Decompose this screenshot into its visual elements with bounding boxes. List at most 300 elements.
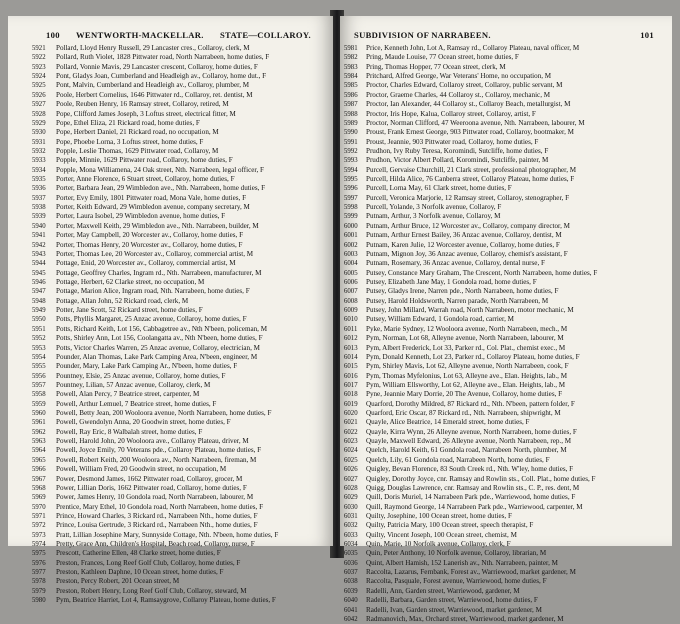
elector-entry: [32, 44, 328, 53]
elector-number: 5942: [32, 241, 46, 249]
elector-details: Pym, Thomas Myfelonius, Lot 63, Alleyne ave., Elan. Heights, lab., M: [366, 371, 568, 380]
elector-details: Pym, Donald Kenneth, Lot 23, Parker rd., Collaroy Plateau, home duties, F: [366, 352, 580, 361]
elector-entry: [344, 409, 670, 418]
elector-entry: [344, 606, 670, 615]
elector-entry: [344, 128, 670, 137]
elector-details: Power, Lillian Doris, 1662 Pittwater road, Collaroy, home duties, F: [56, 483, 247, 492]
elector-details: Price, Kenneth John, Lot A, Ramsay rd., Collaroy Plateau, naval officer, M: [366, 44, 580, 52]
right-page: [340, 16, 672, 623]
elector-number: 5932: [32, 147, 46, 155]
elector-details: Quilty, Patricia Mary, 100 Ocean street, speech therapist, F: [366, 521, 534, 530]
elector-number: 5953: [32, 344, 46, 352]
elector-details: Porter, Barbara Jean, 29 Wimbledon ave., Nth. Narrabeen, home duties, F: [56, 184, 266, 193]
elector-number: 5998: [344, 204, 358, 212]
elector-number: 6036: [344, 559, 358, 567]
elector-details: Preston, Kathleen Daphne, 10 Ocean street, home duties, F: [56, 568, 224, 577]
elector-entry: [32, 91, 328, 100]
elector-entry: [32, 315, 328, 324]
elector-details: Pope, Phoebe Lorna, 3 Loftus street, home duties, F: [56, 137, 204, 146]
elector-details: Radelli, Barbara, Garden street, Warriewood, home duties, F: [366, 596, 538, 605]
elector-details: Radelli, Ann, Garden street, Warriewood, gardener, M: [366, 586, 520, 595]
elector-details: Powell, Robert Keith, 200 Wooloora av., North Narrabeen, fireman, M: [56, 455, 257, 464]
left-page: [8, 16, 333, 605]
elector-details: Preston, Frances, Long Reef Golf Club, Collaroy, home duties, F: [56, 558, 241, 567]
elector-number: 5947: [32, 288, 46, 296]
elector-entry: [32, 259, 328, 268]
elector-details: Putnam, Arthur, 3 Norfolk avenue, Collaroy, M: [366, 212, 501, 221]
elector-details: Proctor, Graeme Charles, 44 Collaroy st., Collaroy, mechanic, M: [366, 90, 551, 99]
elector-number: 6033: [344, 531, 358, 539]
elector-number: 5965: [32, 456, 46, 464]
elector-number: 5952: [32, 335, 46, 343]
elector-details: Pollard, Lloyd Henry Russell, 29 Lancaster cres., Collaroy, clerk, M: [56, 44, 250, 52]
elector-entry: [32, 362, 328, 371]
elector-entry: [344, 587, 670, 596]
elector-number: 6013: [344, 344, 358, 352]
elector-number: 5984: [344, 73, 358, 81]
elector-number: 6018: [344, 391, 358, 399]
elector-details: Putnam, Arthur Bruce, 12 Worcester av., Collaroy, company director, M: [366, 221, 570, 230]
elector-number: 5969: [32, 494, 46, 502]
elector-entry: [32, 156, 328, 165]
elector-details: Pope, Ethel Eliza, 21 Rickard road, home duties, F: [56, 118, 200, 127]
elector-details: Putnam, Karen Julie, 12 Worcester avenue, Collaroy, home duties, F: [366, 240, 560, 249]
elector-number: 5936: [32, 185, 46, 193]
elector-number: 6041: [344, 606, 358, 614]
elector-entry: [344, 577, 670, 586]
elector-number: 6006: [344, 278, 358, 286]
elector-number: 5944: [32, 260, 46, 268]
elector-number: 6042: [344, 615, 358, 623]
elector-number: 5995: [344, 176, 358, 184]
elector-entry: [344, 531, 670, 540]
elector-number: 5934: [32, 166, 46, 174]
elector-entry: [344, 184, 670, 193]
elector-details: Raccolta, Pasquale, Forest avenue, Warriewood, home duties, F: [366, 577, 547, 586]
elector-entry: [344, 44, 670, 53]
elector-details: Porter, Thomas Lee, 20 Worcester av., Collaroy, commercial artist, M: [56, 249, 254, 258]
left-entry-list: [32, 44, 328, 606]
elector-number: 5988: [344, 110, 358, 118]
elector-details: Quin, Marie, 10 Norfolk avenue, Collaroy, clerk, F: [366, 540, 511, 549]
elector-details: Pyne, Jeannie Mary Dorrie, 20 The Avenue, Collaroy, home duties, F: [366, 390, 563, 399]
elector-number: 5978: [32, 578, 46, 586]
elector-details: Prince, Howard Charles, 3 Rickard rd., Narrabeen Nth., home duties, F: [56, 511, 258, 520]
elector-details: Putsey, Harold Holdsworth, Narren parade, North Narrabeen, M: [366, 296, 549, 305]
elector-details: Proctor, Ian Alexander, 44 Collaroy st., Collaroy Beach, metallurgist, M: [366, 100, 571, 109]
elector-entry: [344, 362, 670, 371]
elector-number: 5948: [32, 297, 46, 305]
elector-details: Potter, Jane Scott, 52 Rickard street, home duties, F: [56, 306, 203, 315]
elector-details: Purcell, Yolande, 3 Norfolk avenue, Collaroy, F: [366, 203, 502, 212]
elector-number: 5956: [32, 372, 46, 380]
elector-entry: [32, 503, 328, 512]
elector-number: 5938: [32, 204, 46, 212]
elector-details: Powell, Gwendolyn Anna, 20 Goodwin street, home duties, F: [56, 418, 231, 427]
elector-details: Quill, Doris Muriel, 14 Narrabeen Park pde., Warriewood, home duties, F: [366, 493, 576, 502]
elector-details: Porter, Thomas Henry, 20 Worcester av., Collaroy, home duties, F: [56, 240, 243, 249]
elector-details: Pring, Thomas Hopper, 77 Ocean street, clerk, M: [366, 62, 506, 71]
elector-details: Quarford, Dorothy Mildred, 87 Rickard rd., Nth. N'been, pattern folder, F: [366, 399, 575, 408]
elector-entry: [344, 81, 670, 90]
elector-details: Powell, Betty Jean, 200 Wooloora avenue, North Narrabeen, home duties, F: [56, 409, 272, 418]
elector-number: 5941: [32, 232, 46, 240]
elector-details: Powell, Joyce Emily, 70 Veterans pde., Collaroy Plateau, home duties, F: [56, 446, 262, 455]
elector-details: Pounder, Mary, Lake Park Camping Ar., N'been, home duties, F: [56, 362, 238, 371]
elector-entry: [344, 278, 670, 287]
elector-number: 5959: [32, 400, 46, 408]
elector-details: Prince, Louisa Gertrude, 3 Rickard rd., Narrabeen Nth., home duties, F: [56, 521, 258, 530]
elector-entry: [32, 81, 328, 90]
elector-details: Quilty, Josephine, 100 Ocean street, home duties, F: [366, 511, 512, 520]
elector-details: Pym, Norman, Lot 68, Alleyne avenue, North Narrabeen, labourer, M: [366, 334, 564, 343]
elector-details: Popple, Mona Williamena, 24 Oak street, Nth. Narrabeen, legal officer, F: [56, 165, 264, 174]
elector-entry: [32, 110, 328, 119]
elector-entry: [344, 549, 670, 558]
elector-details: Purcell, Lorna May, 61 Clark street, home duties, F: [366, 184, 512, 193]
elector-entry: [32, 400, 328, 409]
elector-number: 6039: [344, 587, 358, 595]
elector-entry: [344, 306, 670, 315]
left-page-number: 100: [46, 30, 60, 40]
elector-number: 6005: [344, 269, 358, 277]
elector-number: 5963: [32, 438, 46, 446]
elector-details: Prescott, Catherine Ellen, 48 Clarke street, home duties, F: [56, 549, 221, 558]
elector-details: Purcell, Gervaise Churchill, 21 Clark street, professional photographer, M: [366, 165, 577, 174]
elector-entry: [32, 100, 328, 109]
elector-number: 5922: [32, 54, 46, 62]
elector-number: 5990: [344, 129, 358, 137]
elector-entry: [344, 540, 670, 549]
elector-details: Poole, Reuben Henry, 16 Ramsay street, Collaroy, retired, M: [56, 100, 229, 109]
elector-entry: [344, 512, 670, 521]
elector-details: Power, James Henry, 10 Gondola road, North Narrabeen, labourer, M: [56, 493, 254, 502]
elector-entry: [32, 128, 328, 137]
elector-entry: [344, 400, 670, 409]
elector-number: 5939: [32, 213, 46, 221]
elector-entry: [32, 53, 328, 62]
elector-number: 6035: [344, 550, 358, 558]
elector-number: 6027: [344, 475, 358, 483]
elector-number: 6021: [344, 419, 358, 427]
elector-details: Potts, Shirley Ann, Lot 156, Coolangatta av., Nth N'been, home duties, F: [56, 334, 263, 343]
elector-details: Radmanovich, Max, Orchard street, Warriewood, market gardener, M: [366, 614, 564, 623]
elector-number: 6019: [344, 400, 358, 408]
elector-details: Pounder, Alan Thomas, Lake Park Camping Area, N'been, engineer, M: [56, 352, 258, 361]
elector-entry: [32, 540, 328, 549]
elector-details: Quigley, Bevan Florence, 83 South Creek rd., Nth. W'ley, home duties, F: [366, 465, 574, 474]
elector-details: Quint, Albert Hamish, 152 Lanerish av., Nth. Narrabeen, painter, M: [366, 558, 558, 567]
elector-details: Prentice, Mary Ethel, 10 Gondola road, North Narrabeen, home duties, F: [56, 502, 264, 511]
elector-entry: [344, 63, 670, 72]
elector-entry: [32, 63, 328, 72]
elector-number: 6024: [344, 447, 358, 455]
elector-details: Putnam, Arthur Ernest Bailey, 36 Anzac avenue, Collaroy, dentist, M: [366, 231, 562, 240]
elector-number: 5960: [32, 410, 46, 418]
elector-details: Powell, Arthur Lemuel, 7 Beatrice street, home duties, F: [56, 399, 217, 408]
elector-entry: [32, 521, 328, 530]
elector-number: 6017: [344, 381, 358, 389]
elector-details: Pollard, Vonnie Mavis, 29 Lancaster crescent, Collaroy, home duties, F: [56, 62, 258, 71]
elector-entry: [32, 334, 328, 343]
elector-number: 5973: [32, 531, 46, 539]
elector-details: Pritchard, Alfred George, War Veterans' Home, no occupation, M: [366, 72, 552, 81]
elector-details: Purcell, Veronica Marjorie, 12 Ramsay street, Collaroy, stenographer, F: [366, 193, 570, 202]
elector-details: Porter, Anne Florence, 6 Stuart street, Collaroy, home duties, F: [56, 175, 235, 184]
elector-details: Preston, Percy Robert, 201 Ocean street, M: [56, 577, 180, 586]
elector-details: Prudhon, Ivy Ruby Teresa, Koromindi, Sutcliffe, home duties, F: [366, 146, 549, 155]
elector-number: 5929: [32, 119, 46, 127]
elector-details: Pring, Maude Louise, 77 Ocean street, home duties, F: [366, 53, 519, 62]
elector-number: 6026: [344, 466, 358, 474]
elector-entry: [32, 446, 328, 455]
elector-entry: [32, 437, 328, 446]
elector-entry: [32, 493, 328, 502]
elector-number: 6023: [344, 438, 358, 446]
elector-details: Porter, May Campbell, 20 Worcester av., Collaroy, home duties, F: [56, 231, 244, 240]
elector-entry: [32, 287, 328, 296]
elector-details: Popple, Leslie Thomas, 1629 Pittwater road, Collaroy, M: [56, 146, 219, 155]
elector-details: Quigley, Dorothy Joyce, cnr. Ramsay and Rowlin sts., Coll. Plat., home duties, F: [366, 474, 596, 483]
elector-details: Potts, Phyllis Margaret, 25 Anzac avenue, Collaroy, home duties, F: [56, 315, 247, 324]
elector-number: 6022: [344, 428, 358, 436]
elector-details: Porter, Keith Edward, 29 Wimbledon avenue, company secretary, M: [56, 203, 250, 212]
elector-number: 5946: [32, 278, 46, 286]
elector-details: Radelli, Ivan, Garden street, Warriewood, market gardener, M: [366, 605, 542, 614]
elector-entry: [32, 353, 328, 362]
elector-details: Quayle, Alice Beatrice, 14 Emerald street, home duties, F: [366, 418, 530, 427]
elector-entry: [344, 231, 670, 240]
elector-number: 6016: [344, 372, 358, 380]
elector-entry: [32, 184, 328, 193]
elector-number: 5986: [344, 91, 358, 99]
elector-entry: [344, 325, 670, 334]
elector-number: 5950: [32, 316, 46, 324]
elector-number: 5927: [32, 101, 46, 109]
elector-number: 5921: [32, 45, 46, 52]
elector-number: 5991: [344, 138, 358, 146]
elector-details: Pyke, Marie Sydney, 12 Wooloora avenue, North Narrabeen, mech., M: [366, 324, 568, 333]
elector-entry: [32, 456, 328, 465]
elector-entry: [344, 241, 670, 250]
elector-number: 6038: [344, 578, 358, 586]
elector-number: 5985: [344, 82, 358, 90]
elector-number: 6009: [344, 307, 358, 315]
elector-entry: [344, 269, 670, 278]
elector-details: Pountney, Lilian, 57 Anzac avenue, Collaroy, clerk, M: [56, 380, 211, 389]
elector-number: 5945: [32, 269, 46, 277]
elector-entry: [32, 297, 328, 306]
elector-number: 5967: [32, 475, 46, 483]
elector-number: 6010: [344, 316, 358, 324]
elector-number: 6011: [344, 325, 358, 333]
elector-details: Pountney, Elsie, 25 Anzac avenue, Collaroy, home duties, F: [56, 371, 226, 380]
elector-number: 6015: [344, 363, 358, 371]
elector-entry: [344, 147, 670, 156]
elector-number: 6031: [344, 512, 358, 520]
elector-number: 5997: [344, 194, 358, 202]
elector-details: Putnam, Mignon Joy, 36 Anzac avenue, Collaroy, chemist's assistant, F: [366, 249, 568, 258]
elector-number: 5923: [32, 63, 46, 71]
elector-number: 5928: [32, 110, 46, 118]
elector-details: Putsey, Gladys Irene, Narren pde., North Narrabeen, home duties, F: [366, 287, 559, 296]
elector-number: 5972: [32, 522, 46, 530]
right-entry-list: [344, 44, 670, 624]
elector-details: Quayle, Maxwell Edward, 26 Alleyne avenue, North Narrabeen, rep., M: [366, 437, 572, 446]
elector-entry: [32, 241, 328, 250]
elector-number: 6029: [344, 494, 358, 502]
elector-details: Pollard, Ruth Violet, 1828 Pittwater road, North Narrabeen, home duties, F: [56, 53, 270, 62]
elector-details: Pottage, Marion Alice, Ingram road, Nth. Narrabeen, home duties, F: [56, 287, 250, 296]
elector-details: Putsey, Constance Mary Graham, The Crescent, North Narrabeen, home duties, F: [366, 268, 598, 277]
elector-entry: [32, 250, 328, 259]
elector-entry: [344, 53, 670, 62]
elector-entry: [32, 559, 328, 568]
elector-entry: [344, 297, 670, 306]
elector-number: 5935: [32, 176, 46, 184]
elector-details: Pont, Gladys Joan, Cumberland and Headleigh av., Collaroy, home dut., F: [56, 72, 267, 81]
elector-details: Quin, Peter Anthony, 10 Norfolk avenue, Collaroy, librarian, M: [366, 549, 547, 558]
elector-details: Porter, Laura Isobel, 29 Wimbledon avenue, home duties, F: [56, 212, 226, 221]
elector-number: 5982: [344, 54, 358, 62]
right-page-header: [354, 30, 654, 40]
elector-entry: [32, 222, 328, 231]
elector-number: 5975: [32, 550, 46, 558]
elector-entry: [32, 390, 328, 399]
elector-entry: [32, 428, 328, 437]
right-header-subdivision: SUBDIVISION OF NARRABEEN.: [354, 30, 491, 40]
elector-entry: [32, 372, 328, 381]
elector-details: Quelch, Lily, 61 Gondola road, Narrabeen North, home duties, F: [366, 455, 550, 464]
elector-number: 5961: [32, 419, 46, 427]
elector-number: 5968: [32, 484, 46, 492]
elector-entry: [32, 344, 328, 353]
elector-entry: [32, 278, 328, 287]
elector-entry: [344, 381, 670, 390]
elector-details: Pope, Herbert Daniel, 21 Rickard road, no occupation, M: [56, 128, 219, 137]
elector-number: 5983: [344, 63, 358, 71]
elector-number: 6032: [344, 522, 358, 530]
elector-details: Preston, Robert Henry, Long Reef Golf Club, Collaroy, steward, M: [56, 586, 247, 595]
elector-details: Proust, Frank Ernest George, 903 Pittwater road, Collaroy, bootmaker, M: [366, 128, 574, 137]
elector-entry: [32, 512, 328, 521]
elector-number: 6040: [344, 597, 358, 605]
elector-entry: [32, 72, 328, 81]
elector-entry: [32, 465, 328, 474]
elector-number: 5977: [32, 569, 46, 577]
elector-number: 6007: [344, 288, 358, 296]
elector-details: Popple, Minnie, 1629 Pittwater road, Collaroy, home duties, F: [56, 156, 233, 165]
elector-details: Putsey, John Millard, Warrah road, North Narrabeen, motor mechanic, M: [366, 306, 574, 315]
elector-entry: [344, 456, 670, 465]
elector-number: 6030: [344, 503, 358, 511]
elector-details: Pont, Malvin, Cumberland and Headleigh av., Collaroy, plumber, M: [56, 81, 250, 90]
elector-entry: [32, 194, 328, 203]
elector-number: 6008: [344, 297, 358, 305]
elector-entry: [32, 147, 328, 156]
elector-number: 5993: [344, 157, 358, 165]
elector-number: 5989: [344, 119, 358, 127]
elector-details: Proctor, Norman Clifford, 47 Weeroona avenue, Nth. Narrabeen, labourer, M: [366, 118, 585, 127]
elector-entry: [32, 475, 328, 484]
elector-entry: [344, 287, 670, 296]
elector-entry: [344, 203, 670, 212]
elector-number: 6037: [344, 569, 358, 577]
elector-number: 5992: [344, 147, 358, 155]
elector-entry: [32, 231, 328, 240]
elector-entry: [32, 203, 328, 212]
elector-details: Potts, Richard Keith, Lot 156, Cabbagetree av., Nth N'been, policeman, M: [56, 324, 268, 333]
elector-entry: [344, 503, 670, 512]
elector-number: 5974: [32, 541, 46, 549]
elector-details: Pottage, Geoffrey Charles, Ingram rd., Nth. Narrabeen, manufacturer, M: [56, 268, 262, 277]
elector-number: 5954: [32, 353, 46, 361]
elector-entry: [32, 325, 328, 334]
elector-entry: [344, 484, 670, 493]
elector-details: Power, Desmond James, 1662 Pittwater road, Collaroy, grocer, M: [56, 474, 243, 483]
elector-entry: [344, 446, 670, 455]
elector-details: Pym, Shirley Mavis, Lot 62, Alleyne avenue, North Narrabeen, cook, F: [366, 362, 569, 371]
elector-details: Porter, Evy Emily, 1801 Pittwater road, Mona Vale, home duties, F: [56, 193, 247, 202]
elector-details: Pottage, Allan John, 52 Rickard road, clerk, M: [56, 296, 189, 305]
elector-details: Potts, Victor Charles Warren, 25 Anzac avenue, Collaroy, electrician, M: [56, 343, 260, 352]
elector-number: 6000: [344, 222, 358, 230]
elector-details: Purcell, Hilda Alice, 76 Canberra street, Collaroy Plateau, home duties, F: [366, 175, 575, 184]
elector-number: 5958: [32, 391, 46, 399]
elector-number: 5957: [32, 381, 46, 389]
elector-entry: [344, 166, 670, 175]
elector-number: 5943: [32, 250, 46, 258]
elector-entry: [344, 418, 670, 427]
elector-number: 6034: [344, 541, 358, 549]
elector-entry: [344, 212, 670, 221]
elector-number: 5999: [344, 213, 358, 221]
elector-number: 5949: [32, 307, 46, 315]
elector-entry: [32, 418, 328, 427]
elector-entry: [344, 91, 670, 100]
elector-number: 6001: [344, 232, 358, 240]
left-header-subdivision: STATE—COLLAROY.: [219, 30, 311, 40]
elector-details: Powell, Alan Percy, 7 Beatrice street, carpenter, M: [56, 390, 200, 399]
elector-number: 5976: [32, 559, 46, 567]
elector-entry: [344, 100, 670, 109]
elector-entry: [344, 372, 670, 381]
elector-details: Pym, William Ellsworthy, Lot 62, Alleyne ave., Elan. Heights, lab., M: [366, 380, 566, 389]
elector-number: 5996: [344, 185, 358, 193]
elector-entry: [344, 175, 670, 184]
elector-details: Porter, Maxwell Keith, 29 Wimbledon ave., Nth. Narrabeen, builder, M: [56, 221, 259, 230]
elector-number: 5994: [344, 166, 358, 174]
elector-entry: [344, 615, 670, 624]
elector-details: Powell, William Fred, 20 Goodwin street, no occupation, M: [56, 465, 227, 474]
elector-details: Prudhon, Victor Albert Pollard, Koromindi, Sutcliffe, painter, M: [366, 156, 549, 165]
elector-number: 5971: [32, 512, 46, 520]
elector-details: Putsey, Elizabeth Jane May, 1 Gondola road, home duties, F: [366, 277, 537, 286]
elector-details: Pym, Beatrice Harriet, Lot 4, Ramsaygrove, Collaroy Plateau, home duties, F: [56, 596, 276, 605]
elector-details: Pym, Albert Frederick, Lot 33, Parker rd., Col. Plat., chemist exec., M: [366, 343, 566, 352]
elector-number: 5970: [32, 503, 46, 511]
elector-entry: [344, 259, 670, 268]
elector-number: 6020: [344, 410, 358, 418]
elector-entry: [344, 437, 670, 446]
elector-entry: [344, 334, 670, 343]
elector-entry: [344, 250, 670, 259]
elector-number: 5981: [344, 45, 358, 52]
elector-entry: [32, 409, 328, 418]
elector-details: Proust, Jeannie, 903 Pittwater road, Collaroy, home duties, F: [366, 137, 539, 146]
elector-details: Quilty, Vincent Joseph, 100 Ocean street, chemist, M: [366, 530, 517, 539]
elector-number: 6004: [344, 260, 358, 268]
